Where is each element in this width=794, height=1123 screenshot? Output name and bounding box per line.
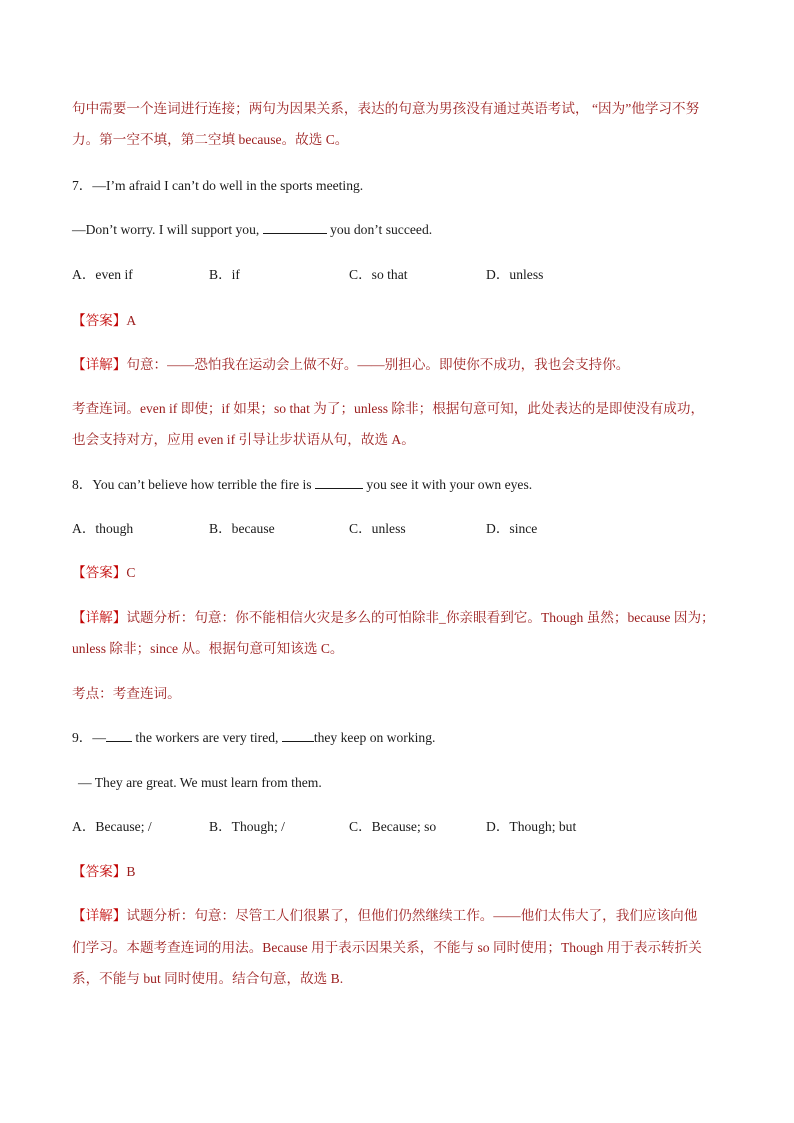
q7-option-c: C．so that: [349, 267, 408, 282]
q8-detail-text: 试题分析：句意：你不能相信火灾是多么的可怕除非_你亲眼看到它。Though 虽然；because 因为；: [126, 610, 715, 625]
q7-option-b: B．if: [209, 267, 240, 282]
q8-option-d: D．since: [486, 521, 538, 536]
detail-label: 【详解】: [72, 610, 127, 625]
detail-label: 【详解】: [72, 357, 127, 372]
q9-answer: [72, 862, 732, 882]
q9-stem-text: they keep on working.: [313, 730, 436, 745]
q7-detail-text: 句意：——恐怕我在运动会上做不好。——别担心。即使你不成功，我也会支持你。: [126, 357, 630, 372]
q9-option-c: C．Because; so: [349, 819, 437, 834]
q7-stem-line-1: 7．—I’m afraid I can’t do well in the sports meeting.: [72, 178, 364, 193]
q9-option-b: B．Though; /: [209, 819, 285, 834]
q6-expl-text: “因为”他学习不努: [591, 101, 700, 116]
q8-stem-text: 8．You can’t believe how terrible the fire is: [72, 477, 315, 492]
answer-label: 【答案】: [72, 565, 127, 580]
q9-detail-line-2: 们学习。本题考查连词的用法。Because 用于表示因果关系，不能与 so 同时使用；Though 用于表示转折关: [72, 940, 702, 955]
q9-detail-text: 试题分析：句意：尽管工人们很累了，但他们仍然继续工作。——他们太伟大了，我们应该向他: [126, 908, 698, 923]
q7-blank: [263, 221, 327, 234]
answer-label: 【答案】: [72, 864, 127, 879]
detail-label: 【详解】: [72, 908, 127, 923]
q9-blank-2: [282, 729, 314, 742]
q6-explanation-line-2: [72, 130, 732, 150]
q8-detail-line-2: unless 除非；since 从。根据句意可知该选 C。: [72, 641, 344, 656]
q7-stem-text: —Don’t worry. I will support you,: [72, 222, 263, 237]
q8-point: 考点：考查连词。: [72, 686, 181, 701]
q9-detail-line-3: 系，不能与 but 同时使用。结合句意，故选 B.: [72, 971, 344, 986]
q9-reply: — They are great. We must learn from them.: [78, 775, 322, 790]
q6-expl-text: 句中需要一个连词进行连接；两句为因果关系，表达的句意为男孩没有通过英语考试，: [72, 101, 589, 116]
q7-answer-value: A: [126, 313, 137, 328]
q7-answer: [72, 311, 732, 331]
q8-answer-value: C: [126, 565, 136, 580]
q7-option-d: D．unless: [486, 267, 544, 282]
q8-blank: [315, 476, 363, 489]
q8-stem: [72, 475, 732, 495]
answer-label: 【答案】: [72, 313, 127, 328]
q9-stem-text: the workers are very tired,: [131, 730, 282, 745]
q6-expl-text: 。故选 C。: [281, 132, 349, 147]
q9-option-a: A．Because; /: [72, 819, 152, 834]
q9-answer-value: B: [126, 864, 136, 879]
q8-option-a: A．though: [72, 521, 134, 536]
q9-blank-1: [106, 729, 132, 742]
q8-answer: [72, 563, 732, 583]
q7-detail-line-1: [72, 355, 732, 375]
q9-option-d: D．Though; but: [486, 819, 577, 834]
q7-detail-line-2: 考查连词。even if 即使；if 如果；so that 为了；unless 除非；根据句意可知，此处表达的是即使没有成功，: [72, 401, 705, 416]
q9-stem-text: 9．—: [72, 730, 106, 745]
q7-stem-text: you don’t succeed.: [326, 222, 433, 237]
q8-stem-text: you see it with your own eyes.: [363, 477, 533, 492]
q9-detail-line-1: [72, 906, 732, 926]
q6-expl-text: 力。第一空不填，第二空填: [72, 132, 239, 147]
q6-expl-word: because: [238, 132, 282, 147]
q7-detail-line-3: 也会支持对方，应用 even if 引导让步状语从句，故选 A。: [72, 432, 415, 447]
q7-stem-line-2: [72, 220, 732, 240]
q8-option-c: C．unless: [349, 521, 406, 536]
q6-explanation-line-1: [72, 99, 732, 119]
q9-stem: [72, 728, 732, 748]
q8-detail-line-1: [72, 608, 732, 628]
q7-option-a: A．even if: [72, 267, 133, 282]
q8-option-b: B．because: [209, 521, 275, 536]
